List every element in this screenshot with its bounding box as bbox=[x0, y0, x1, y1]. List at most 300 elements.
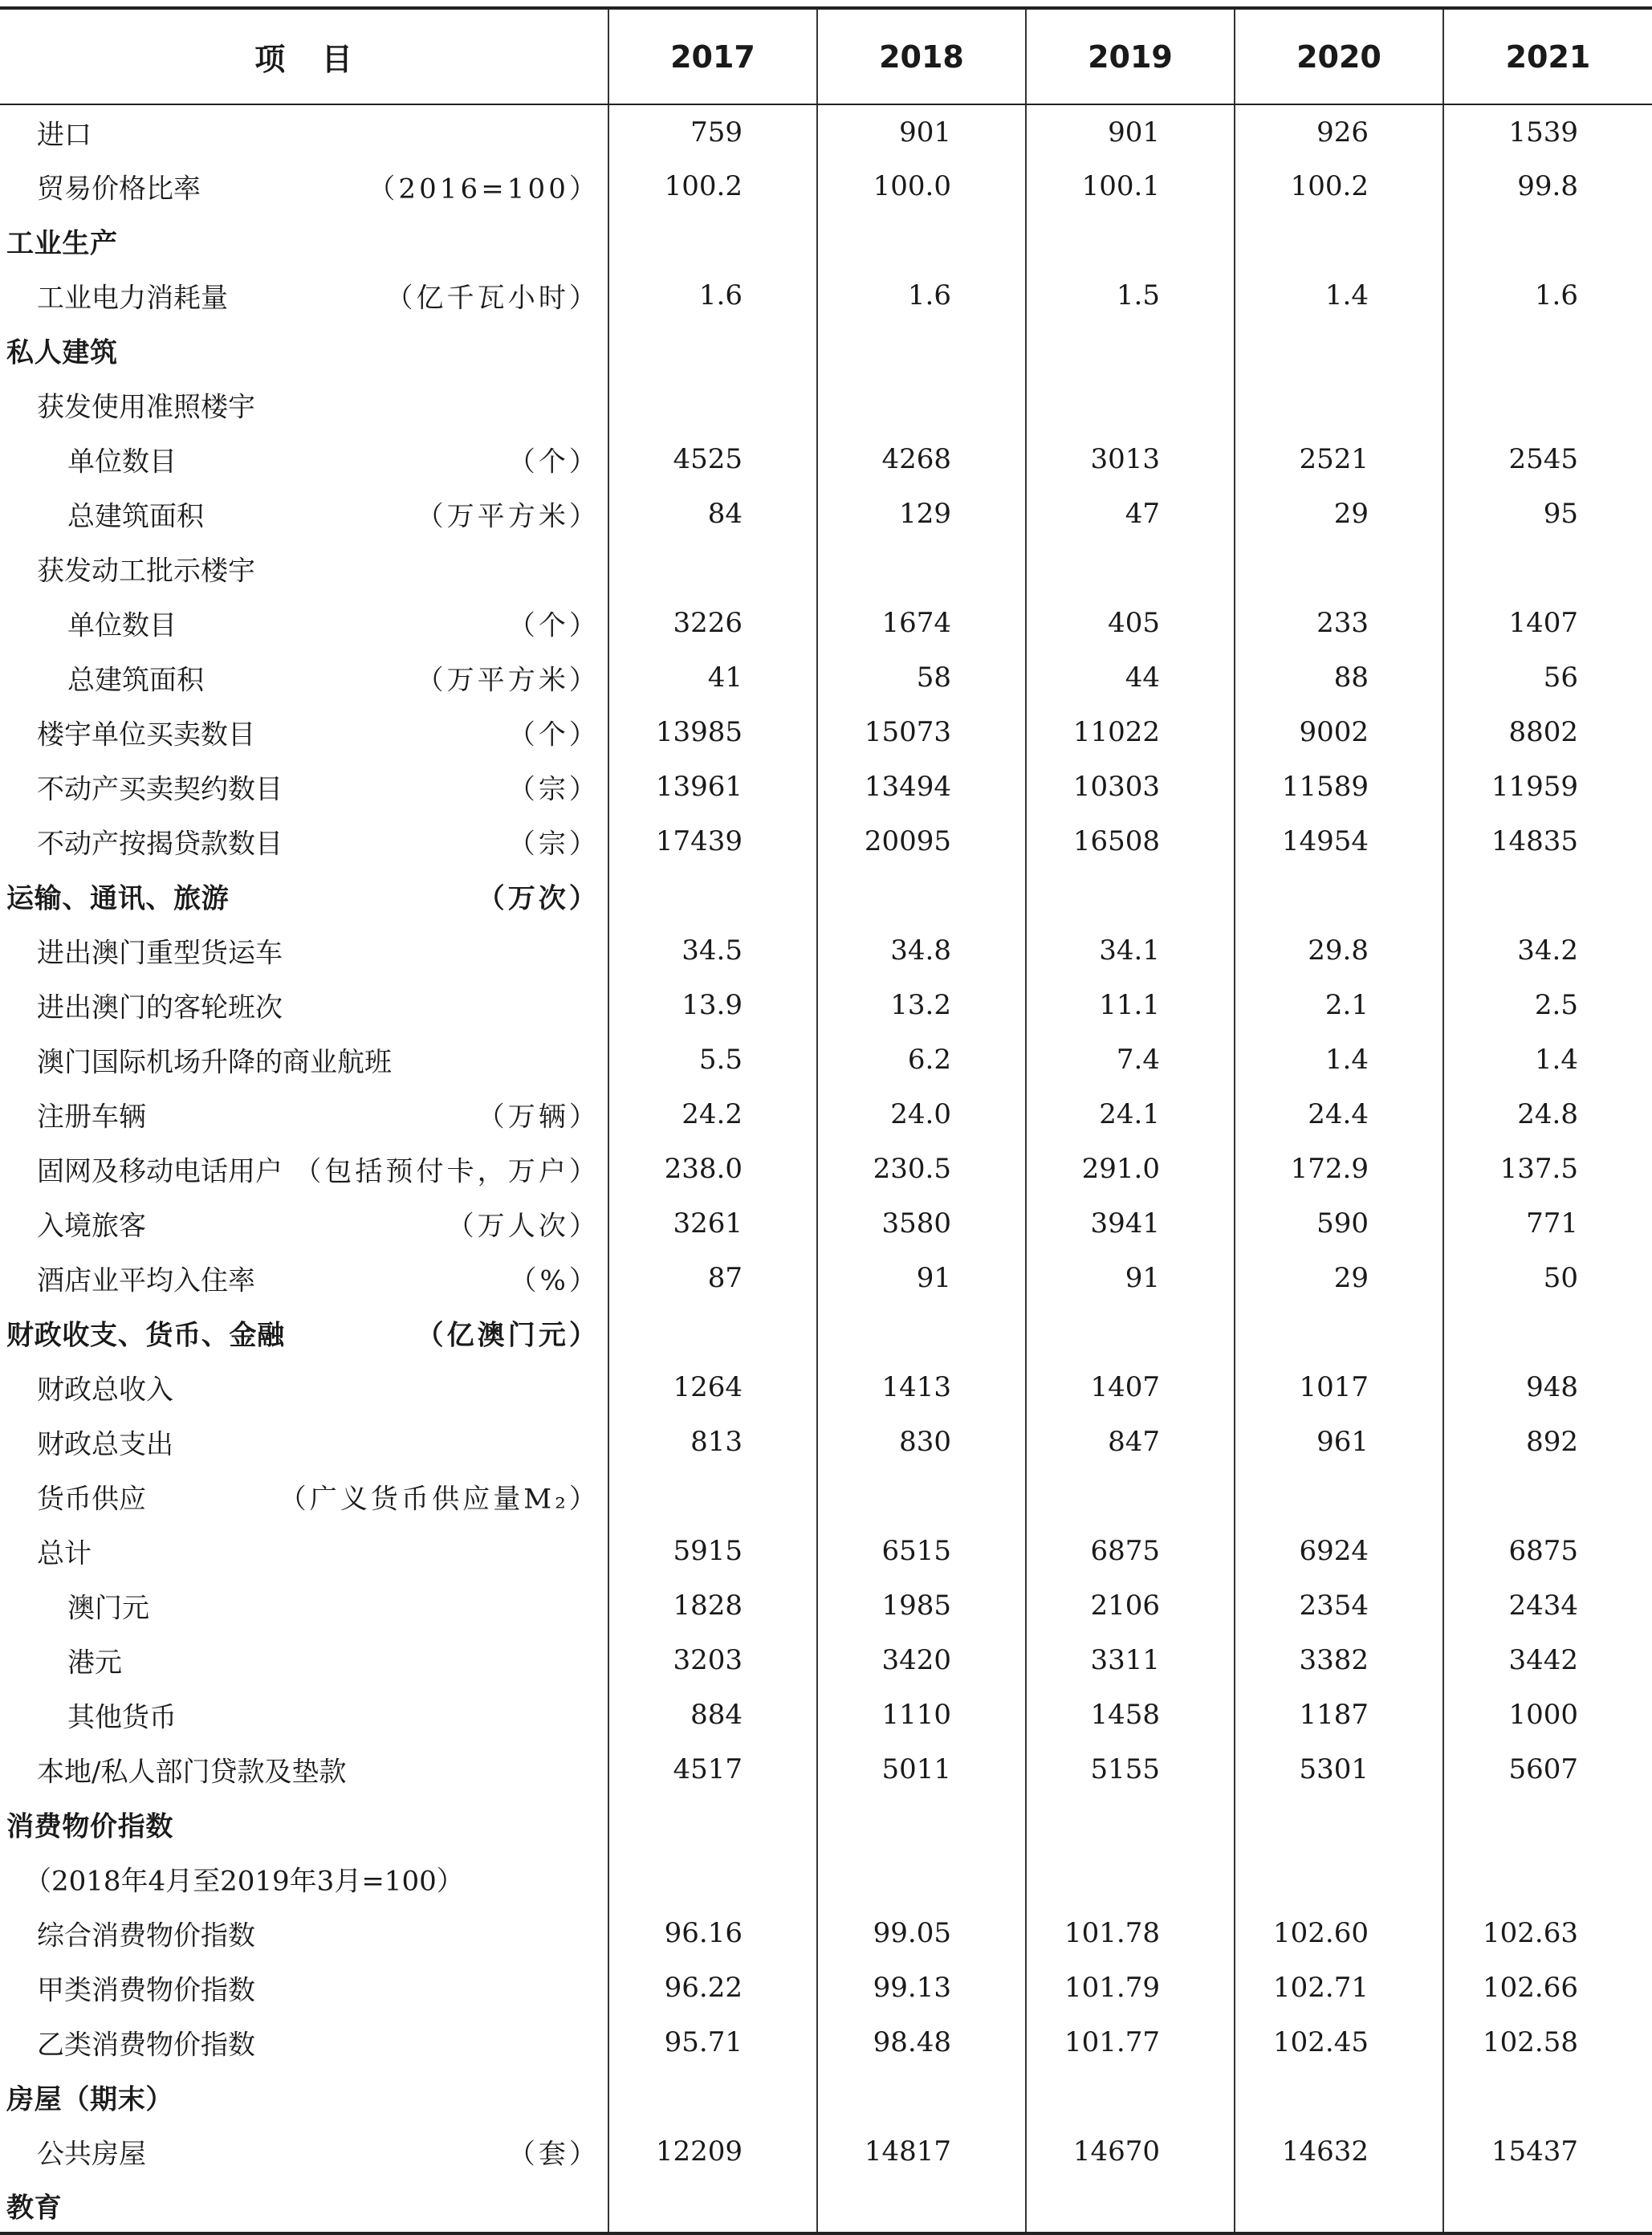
value-cell: 238.0 bbox=[608, 1142, 817, 1196]
value-cell: 102.66 bbox=[1443, 1960, 1652, 2015]
value-cell: 11.1 bbox=[1026, 978, 1235, 1032]
value-cell: 99.8 bbox=[1443, 159, 1652, 214]
row-label: 不动产按揭贷款数目 bbox=[37, 828, 283, 861]
value-cell bbox=[1443, 869, 1652, 923]
row-unit: （万人次） bbox=[446, 1210, 600, 1243]
row-label-cell bbox=[0, 869, 608, 923]
value-cell: 1985 bbox=[817, 1578, 1026, 1633]
value-cell: 901 bbox=[817, 104, 1026, 159]
value-cell: 2545 bbox=[1443, 432, 1652, 486]
row-label-cell bbox=[0, 159, 608, 214]
value-cell: 1017 bbox=[1235, 1360, 1443, 1415]
value-cell bbox=[608, 377, 817, 432]
section-title: 房屋（期末） bbox=[6, 2083, 174, 2116]
value-cell bbox=[608, 2070, 817, 2124]
value-cell bbox=[817, 377, 1026, 432]
value-cell bbox=[608, 1797, 817, 1851]
value-cell: 3203 bbox=[608, 1633, 817, 1687]
value-cell bbox=[1235, 2070, 1443, 2124]
header-year: 2019 bbox=[1026, 8, 1235, 104]
value-cell: 95 bbox=[1443, 486, 1652, 541]
statistics-table bbox=[0, 6, 1652, 2235]
value-cell bbox=[1235, 2179, 1443, 2233]
value-cell bbox=[817, 541, 1026, 596]
value-cell: 1.5 bbox=[1026, 268, 1235, 323]
value-cell: 1.4 bbox=[1443, 1032, 1652, 1087]
value-cell: 14835 bbox=[1443, 814, 1652, 869]
table-row bbox=[0, 1087, 1652, 1142]
value-cell: 6.2 bbox=[817, 1032, 1026, 1087]
row-label-cell bbox=[0, 2070, 608, 2124]
value-cell bbox=[1026, 1851, 1235, 1906]
value-cell: 99.13 bbox=[817, 1960, 1026, 2015]
value-cell: 56 bbox=[1443, 650, 1652, 705]
value-cell bbox=[1235, 541, 1443, 596]
value-cell: 3226 bbox=[608, 596, 817, 650]
value-cell: 1539 bbox=[1443, 104, 1652, 159]
value-cell: 1413 bbox=[817, 1360, 1026, 1415]
value-cell bbox=[1443, 377, 1652, 432]
value-cell bbox=[1026, 1469, 1235, 1524]
value-cell: 2.1 bbox=[1235, 978, 1443, 1032]
row-label: 公共房屋 bbox=[37, 2138, 146, 2171]
value-cell: 3941 bbox=[1026, 1196, 1235, 1251]
value-cell bbox=[817, 2070, 1026, 2124]
row-label-cell bbox=[0, 978, 608, 1032]
value-cell: 102.60 bbox=[1235, 1906, 1443, 1960]
value-cell: 6875 bbox=[1026, 1524, 1235, 1578]
value-cell bbox=[817, 2179, 1026, 2233]
value-cell: 901 bbox=[1026, 104, 1235, 159]
row-label-cell bbox=[0, 1742, 608, 1797]
table-row bbox=[0, 1360, 1652, 1415]
value-cell bbox=[817, 869, 1026, 923]
table-row bbox=[0, 1687, 1652, 1742]
table-row bbox=[0, 268, 1652, 323]
value-cell bbox=[817, 1797, 1026, 1851]
value-cell bbox=[1026, 2070, 1235, 2124]
value-cell: 47 bbox=[1026, 486, 1235, 541]
value-cell bbox=[817, 1305, 1026, 1360]
row-unit: （个） bbox=[507, 446, 600, 478]
table-row bbox=[0, 104, 1652, 159]
row-label: 港元 bbox=[67, 1647, 122, 1679]
section-row bbox=[0, 1797, 1652, 1851]
value-cell: 1407 bbox=[1026, 1360, 1235, 1415]
value-cell: 34.8 bbox=[817, 923, 1026, 978]
value-cell: 884 bbox=[608, 1687, 817, 1742]
value-cell bbox=[1026, 377, 1235, 432]
value-cell: 2521 bbox=[1235, 432, 1443, 486]
row-label-cell bbox=[0, 2015, 608, 2070]
value-cell: 1110 bbox=[817, 1687, 1026, 1742]
value-cell: 9002 bbox=[1235, 705, 1443, 759]
value-cell: 98.48 bbox=[817, 2015, 1026, 2070]
table-row bbox=[0, 1251, 1652, 1305]
row-label-cell bbox=[0, 323, 608, 377]
value-cell bbox=[1235, 869, 1443, 923]
table-row bbox=[0, 486, 1652, 541]
row-label-cell bbox=[0, 104, 608, 159]
table-row bbox=[0, 541, 1652, 596]
value-cell bbox=[608, 1469, 817, 1524]
value-cell: 13985 bbox=[608, 705, 817, 759]
section-row bbox=[0, 2070, 1652, 2124]
header-year: 2018 bbox=[817, 8, 1026, 104]
value-cell bbox=[817, 214, 1026, 268]
table-row bbox=[0, 814, 1652, 869]
value-cell bbox=[608, 214, 817, 268]
value-cell bbox=[1443, 541, 1652, 596]
table-row bbox=[0, 1742, 1652, 1797]
row-unit: （万辆） bbox=[477, 1101, 600, 1134]
table-row bbox=[0, 432, 1652, 486]
value-cell bbox=[1026, 323, 1235, 377]
row-label: 楼宇单位买卖数目 bbox=[37, 719, 255, 751]
value-cell: 1458 bbox=[1026, 1687, 1235, 1742]
row-label: 财政总收入 bbox=[37, 1374, 173, 1407]
value-cell bbox=[608, 2179, 817, 2233]
value-cell bbox=[1026, 1305, 1235, 1360]
row-label-cell bbox=[0, 1305, 608, 1360]
row-label: 注册车辆 bbox=[37, 1101, 146, 1134]
table-body bbox=[0, 104, 1652, 2233]
value-cell bbox=[608, 869, 817, 923]
row-label: 本地/私人部门贷款及垫款 bbox=[37, 1756, 347, 1789]
value-cell: 3382 bbox=[1235, 1633, 1443, 1687]
value-cell: 100.2 bbox=[608, 159, 817, 214]
value-cell: 91 bbox=[817, 1251, 1026, 1305]
value-cell: 1.6 bbox=[817, 268, 1026, 323]
value-cell: 1.4 bbox=[1235, 268, 1443, 323]
value-cell bbox=[1235, 377, 1443, 432]
row-label: 乙类消费物价指数 bbox=[37, 2029, 255, 2062]
value-cell: 13.9 bbox=[608, 978, 817, 1032]
table-row bbox=[0, 923, 1652, 978]
table-header bbox=[0, 8, 1652, 104]
value-cell: 24.1 bbox=[1026, 1087, 1235, 1142]
value-cell: 17439 bbox=[608, 814, 817, 869]
value-cell: 11589 bbox=[1235, 759, 1443, 814]
value-cell: 5011 bbox=[817, 1742, 1026, 1797]
value-cell bbox=[608, 1305, 817, 1360]
value-cell: 41 bbox=[608, 650, 817, 705]
table-row bbox=[0, 1851, 1652, 1906]
row-label-cell bbox=[0, 1633, 608, 1687]
row-label-cell bbox=[0, 1196, 608, 1251]
value-cell: 24.4 bbox=[1235, 1087, 1443, 1142]
row-label: （2018年4月至2019年3月=100） bbox=[24, 1865, 464, 1898]
value-cell bbox=[1235, 323, 1443, 377]
value-cell bbox=[1443, 323, 1652, 377]
section-title: 财政收支、货币、金融 bbox=[6, 1319, 285, 1352]
row-label: 单位数目 bbox=[67, 446, 177, 478]
table-row bbox=[0, 759, 1652, 814]
row-label-cell bbox=[0, 1524, 608, 1578]
row-label-cell bbox=[0, 1960, 608, 2015]
table-row bbox=[0, 1469, 1652, 1524]
row-unit: （个） bbox=[507, 609, 600, 642]
row-unit: （2016=100） bbox=[368, 173, 600, 206]
value-cell bbox=[1026, 541, 1235, 596]
value-cell: 129 bbox=[817, 486, 1026, 541]
row-label: 澳门国际机场升降的商业航班 bbox=[37, 1046, 392, 1079]
value-cell: 948 bbox=[1443, 1360, 1652, 1415]
value-cell: 15437 bbox=[1443, 2124, 1652, 2179]
header-year: 2017 bbox=[608, 8, 817, 104]
value-cell: 830 bbox=[817, 1415, 1026, 1469]
row-label-cell bbox=[0, 759, 608, 814]
row-label: 单位数目 bbox=[67, 609, 177, 642]
header-row bbox=[0, 8, 1652, 104]
header-item: 项目 bbox=[0, 8, 608, 104]
row-label: 工业电力消耗量 bbox=[37, 282, 228, 315]
value-cell: 1674 bbox=[817, 596, 1026, 650]
value-cell: 771 bbox=[1443, 1196, 1652, 1251]
table-row bbox=[0, 1196, 1652, 1251]
row-label-cell bbox=[0, 650, 608, 705]
value-cell: 1828 bbox=[608, 1578, 817, 1633]
value-cell: 101.77 bbox=[1026, 2015, 1235, 2070]
value-cell: 91 bbox=[1026, 1251, 1235, 1305]
value-cell: 13494 bbox=[817, 759, 1026, 814]
value-cell: 96.22 bbox=[608, 1960, 817, 2015]
section-row bbox=[0, 1305, 1652, 1360]
row-label: 获发使用准照楼宇 bbox=[37, 391, 255, 424]
value-cell: 7.4 bbox=[1026, 1032, 1235, 1087]
row-label: 进出澳门的客轮班次 bbox=[37, 991, 283, 1024]
value-cell: 34.2 bbox=[1443, 923, 1652, 978]
value-cell bbox=[817, 323, 1026, 377]
value-cell: 4268 bbox=[817, 432, 1026, 486]
value-cell: 10303 bbox=[1026, 759, 1235, 814]
value-cell: 233 bbox=[1235, 596, 1443, 650]
value-cell bbox=[817, 1469, 1026, 1524]
value-cell: 14670 bbox=[1026, 2124, 1235, 2179]
value-cell: 11959 bbox=[1443, 759, 1652, 814]
row-unit: （万次） bbox=[477, 882, 600, 915]
table-row bbox=[0, 978, 1652, 1032]
value-cell bbox=[1443, 2070, 1652, 2124]
value-cell: 405 bbox=[1026, 596, 1235, 650]
row-unit: （亿澳门元） bbox=[416, 1319, 600, 1352]
value-cell bbox=[1235, 1305, 1443, 1360]
value-cell: 29 bbox=[1235, 486, 1443, 541]
value-cell: 24.0 bbox=[817, 1087, 1026, 1142]
value-cell: 29 bbox=[1235, 1251, 1443, 1305]
row-unit: （万平方米） bbox=[416, 500, 600, 533]
value-cell: 8802 bbox=[1443, 705, 1652, 759]
table-row bbox=[0, 377, 1652, 432]
value-cell: 34.5 bbox=[608, 923, 817, 978]
value-cell bbox=[1443, 1851, 1652, 1906]
value-cell: 847 bbox=[1026, 1415, 1235, 1469]
table-row bbox=[0, 1578, 1652, 1633]
value-cell: 20095 bbox=[817, 814, 1026, 869]
value-cell: 1.6 bbox=[608, 268, 817, 323]
row-unit: （套） bbox=[507, 2138, 600, 2171]
header-year: 2020 bbox=[1235, 8, 1443, 104]
value-cell: 5155 bbox=[1026, 1742, 1235, 1797]
row-label-cell bbox=[0, 268, 608, 323]
row-label-cell bbox=[0, 923, 608, 978]
value-cell: 759 bbox=[608, 104, 817, 159]
value-cell: 3013 bbox=[1026, 432, 1235, 486]
row-label: 综合消费物价指数 bbox=[37, 1919, 255, 1952]
value-cell: 58 bbox=[817, 650, 1026, 705]
value-cell: 3442 bbox=[1443, 1633, 1652, 1687]
value-cell: 2434 bbox=[1443, 1578, 1652, 1633]
value-cell: 172.9 bbox=[1235, 1142, 1443, 1196]
value-cell bbox=[1443, 1797, 1652, 1851]
value-cell: 1407 bbox=[1443, 596, 1652, 650]
row-label: 获发动工批示楼宇 bbox=[37, 555, 255, 588]
row-label-cell bbox=[0, 814, 608, 869]
row-label-cell bbox=[0, 214, 608, 268]
row-label: 总建筑面积 bbox=[67, 500, 204, 533]
row-label: 财政总支出 bbox=[37, 1428, 173, 1461]
value-cell: 102.58 bbox=[1443, 2015, 1652, 2070]
row-label: 进出澳门重型货运车 bbox=[37, 937, 283, 970]
value-cell: 24.8 bbox=[1443, 1087, 1652, 1142]
value-cell: 1187 bbox=[1235, 1687, 1443, 1742]
section-row bbox=[0, 2179, 1652, 2233]
section-title: 私人建筑 bbox=[6, 336, 118, 369]
value-cell bbox=[608, 1851, 817, 1906]
value-cell: 15073 bbox=[817, 705, 1026, 759]
value-cell: 137.5 bbox=[1443, 1142, 1652, 1196]
row-label-cell bbox=[0, 432, 608, 486]
value-cell: 1000 bbox=[1443, 1687, 1652, 1742]
row-label: 贸易价格比率 bbox=[37, 173, 201, 206]
value-cell: 102.45 bbox=[1235, 2015, 1443, 2070]
row-label-cell bbox=[0, 1469, 608, 1524]
table-row bbox=[0, 1906, 1652, 1960]
row-label-cell bbox=[0, 1578, 608, 1633]
table-row bbox=[0, 2015, 1652, 2070]
table-row bbox=[0, 705, 1652, 759]
value-cell: 101.78 bbox=[1026, 1906, 1235, 1960]
row-unit: （个） bbox=[507, 719, 600, 751]
section-title: 教育 bbox=[6, 2192, 63, 2225]
section-title: 消费物价指数 bbox=[6, 1810, 174, 1843]
value-cell: 5915 bbox=[608, 1524, 817, 1578]
value-cell bbox=[1026, 1797, 1235, 1851]
value-cell: 2.5 bbox=[1443, 978, 1652, 1032]
value-cell: 926 bbox=[1235, 104, 1443, 159]
table-row bbox=[0, 159, 1652, 214]
value-cell: 961 bbox=[1235, 1415, 1443, 1469]
value-cell: 3311 bbox=[1026, 1633, 1235, 1687]
row-label-cell bbox=[0, 1415, 608, 1469]
value-cell: 13961 bbox=[608, 759, 817, 814]
value-cell: 892 bbox=[1443, 1415, 1652, 1469]
row-label-cell bbox=[0, 596, 608, 650]
table-row bbox=[0, 1032, 1652, 1087]
row-label-cell bbox=[0, 541, 608, 596]
value-cell: 87 bbox=[608, 1251, 817, 1305]
value-cell: 102.71 bbox=[1235, 1960, 1443, 2015]
value-cell: 11022 bbox=[1026, 705, 1235, 759]
row-label-cell bbox=[0, 1360, 608, 1415]
value-cell bbox=[1443, 214, 1652, 268]
value-cell: 13.2 bbox=[817, 978, 1026, 1032]
value-cell bbox=[1026, 869, 1235, 923]
row-label-cell bbox=[0, 1087, 608, 1142]
row-unit: （万平方米） bbox=[416, 664, 600, 697]
value-cell: 2354 bbox=[1235, 1578, 1443, 1633]
row-label: 不动产买卖契约数目 bbox=[37, 773, 283, 806]
value-cell: 3261 bbox=[608, 1196, 817, 1251]
row-label-cell bbox=[0, 705, 608, 759]
value-cell: 2106 bbox=[1026, 1578, 1235, 1633]
value-cell: 1264 bbox=[608, 1360, 817, 1415]
table-row bbox=[0, 1415, 1652, 1469]
value-cell: 16508 bbox=[1026, 814, 1235, 869]
table-row bbox=[0, 2124, 1652, 2179]
value-cell: 5.5 bbox=[608, 1032, 817, 1087]
value-cell: 6875 bbox=[1443, 1524, 1652, 1578]
value-cell: 5607 bbox=[1443, 1742, 1652, 1797]
value-cell: 14817 bbox=[817, 2124, 1026, 2179]
value-cell bbox=[1443, 1469, 1652, 1524]
value-cell: 4517 bbox=[608, 1742, 817, 1797]
row-label: 澳门元 bbox=[67, 1592, 149, 1625]
row-label-cell bbox=[0, 486, 608, 541]
row-unit: （广义货币供应量M₂） bbox=[279, 1483, 600, 1516]
section-row bbox=[0, 214, 1652, 268]
table-row bbox=[0, 1633, 1652, 1687]
value-cell: 44 bbox=[1026, 650, 1235, 705]
value-cell: 6515 bbox=[817, 1524, 1026, 1578]
value-cell bbox=[1235, 1851, 1443, 1906]
header-year: 2021 bbox=[1443, 8, 1652, 104]
value-cell bbox=[1026, 214, 1235, 268]
value-cell: 50 bbox=[1443, 1251, 1652, 1305]
row-label: 酒店业平均入住率 bbox=[37, 1264, 255, 1297]
value-cell: 29.8 bbox=[1235, 923, 1443, 978]
row-label-cell bbox=[0, 1797, 608, 1851]
value-cell: 3580 bbox=[817, 1196, 1026, 1251]
row-unit: （宗） bbox=[507, 828, 600, 861]
value-cell: 95.71 bbox=[608, 2015, 817, 2070]
table-row bbox=[0, 1142, 1652, 1196]
value-cell: 14632 bbox=[1235, 2124, 1443, 2179]
value-cell bbox=[1235, 214, 1443, 268]
value-cell: 14954 bbox=[1235, 814, 1443, 869]
value-cell: 102.63 bbox=[1443, 1906, 1652, 1960]
row-label-cell bbox=[0, 1032, 608, 1087]
value-cell: 6924 bbox=[1235, 1524, 1443, 1578]
value-cell: 5301 bbox=[1235, 1742, 1443, 1797]
row-label: 入境旅客 bbox=[37, 1210, 146, 1243]
section-row bbox=[0, 869, 1652, 923]
value-cell bbox=[1443, 1305, 1652, 1360]
row-label-cell bbox=[0, 1251, 608, 1305]
section-title: 工业生产 bbox=[6, 227, 118, 260]
table-row bbox=[0, 1524, 1652, 1578]
value-cell: 96.16 bbox=[608, 1906, 817, 1960]
value-cell: 590 bbox=[1235, 1196, 1443, 1251]
value-cell: 101.79 bbox=[1026, 1960, 1235, 2015]
row-unit: （宗） bbox=[507, 773, 600, 806]
value-cell: 4525 bbox=[608, 432, 817, 486]
row-label: 其他货币 bbox=[67, 1701, 177, 1734]
row-label-cell bbox=[0, 1687, 608, 1742]
value-cell: 24.2 bbox=[608, 1087, 817, 1142]
value-cell bbox=[608, 541, 817, 596]
section-row bbox=[0, 323, 1652, 377]
